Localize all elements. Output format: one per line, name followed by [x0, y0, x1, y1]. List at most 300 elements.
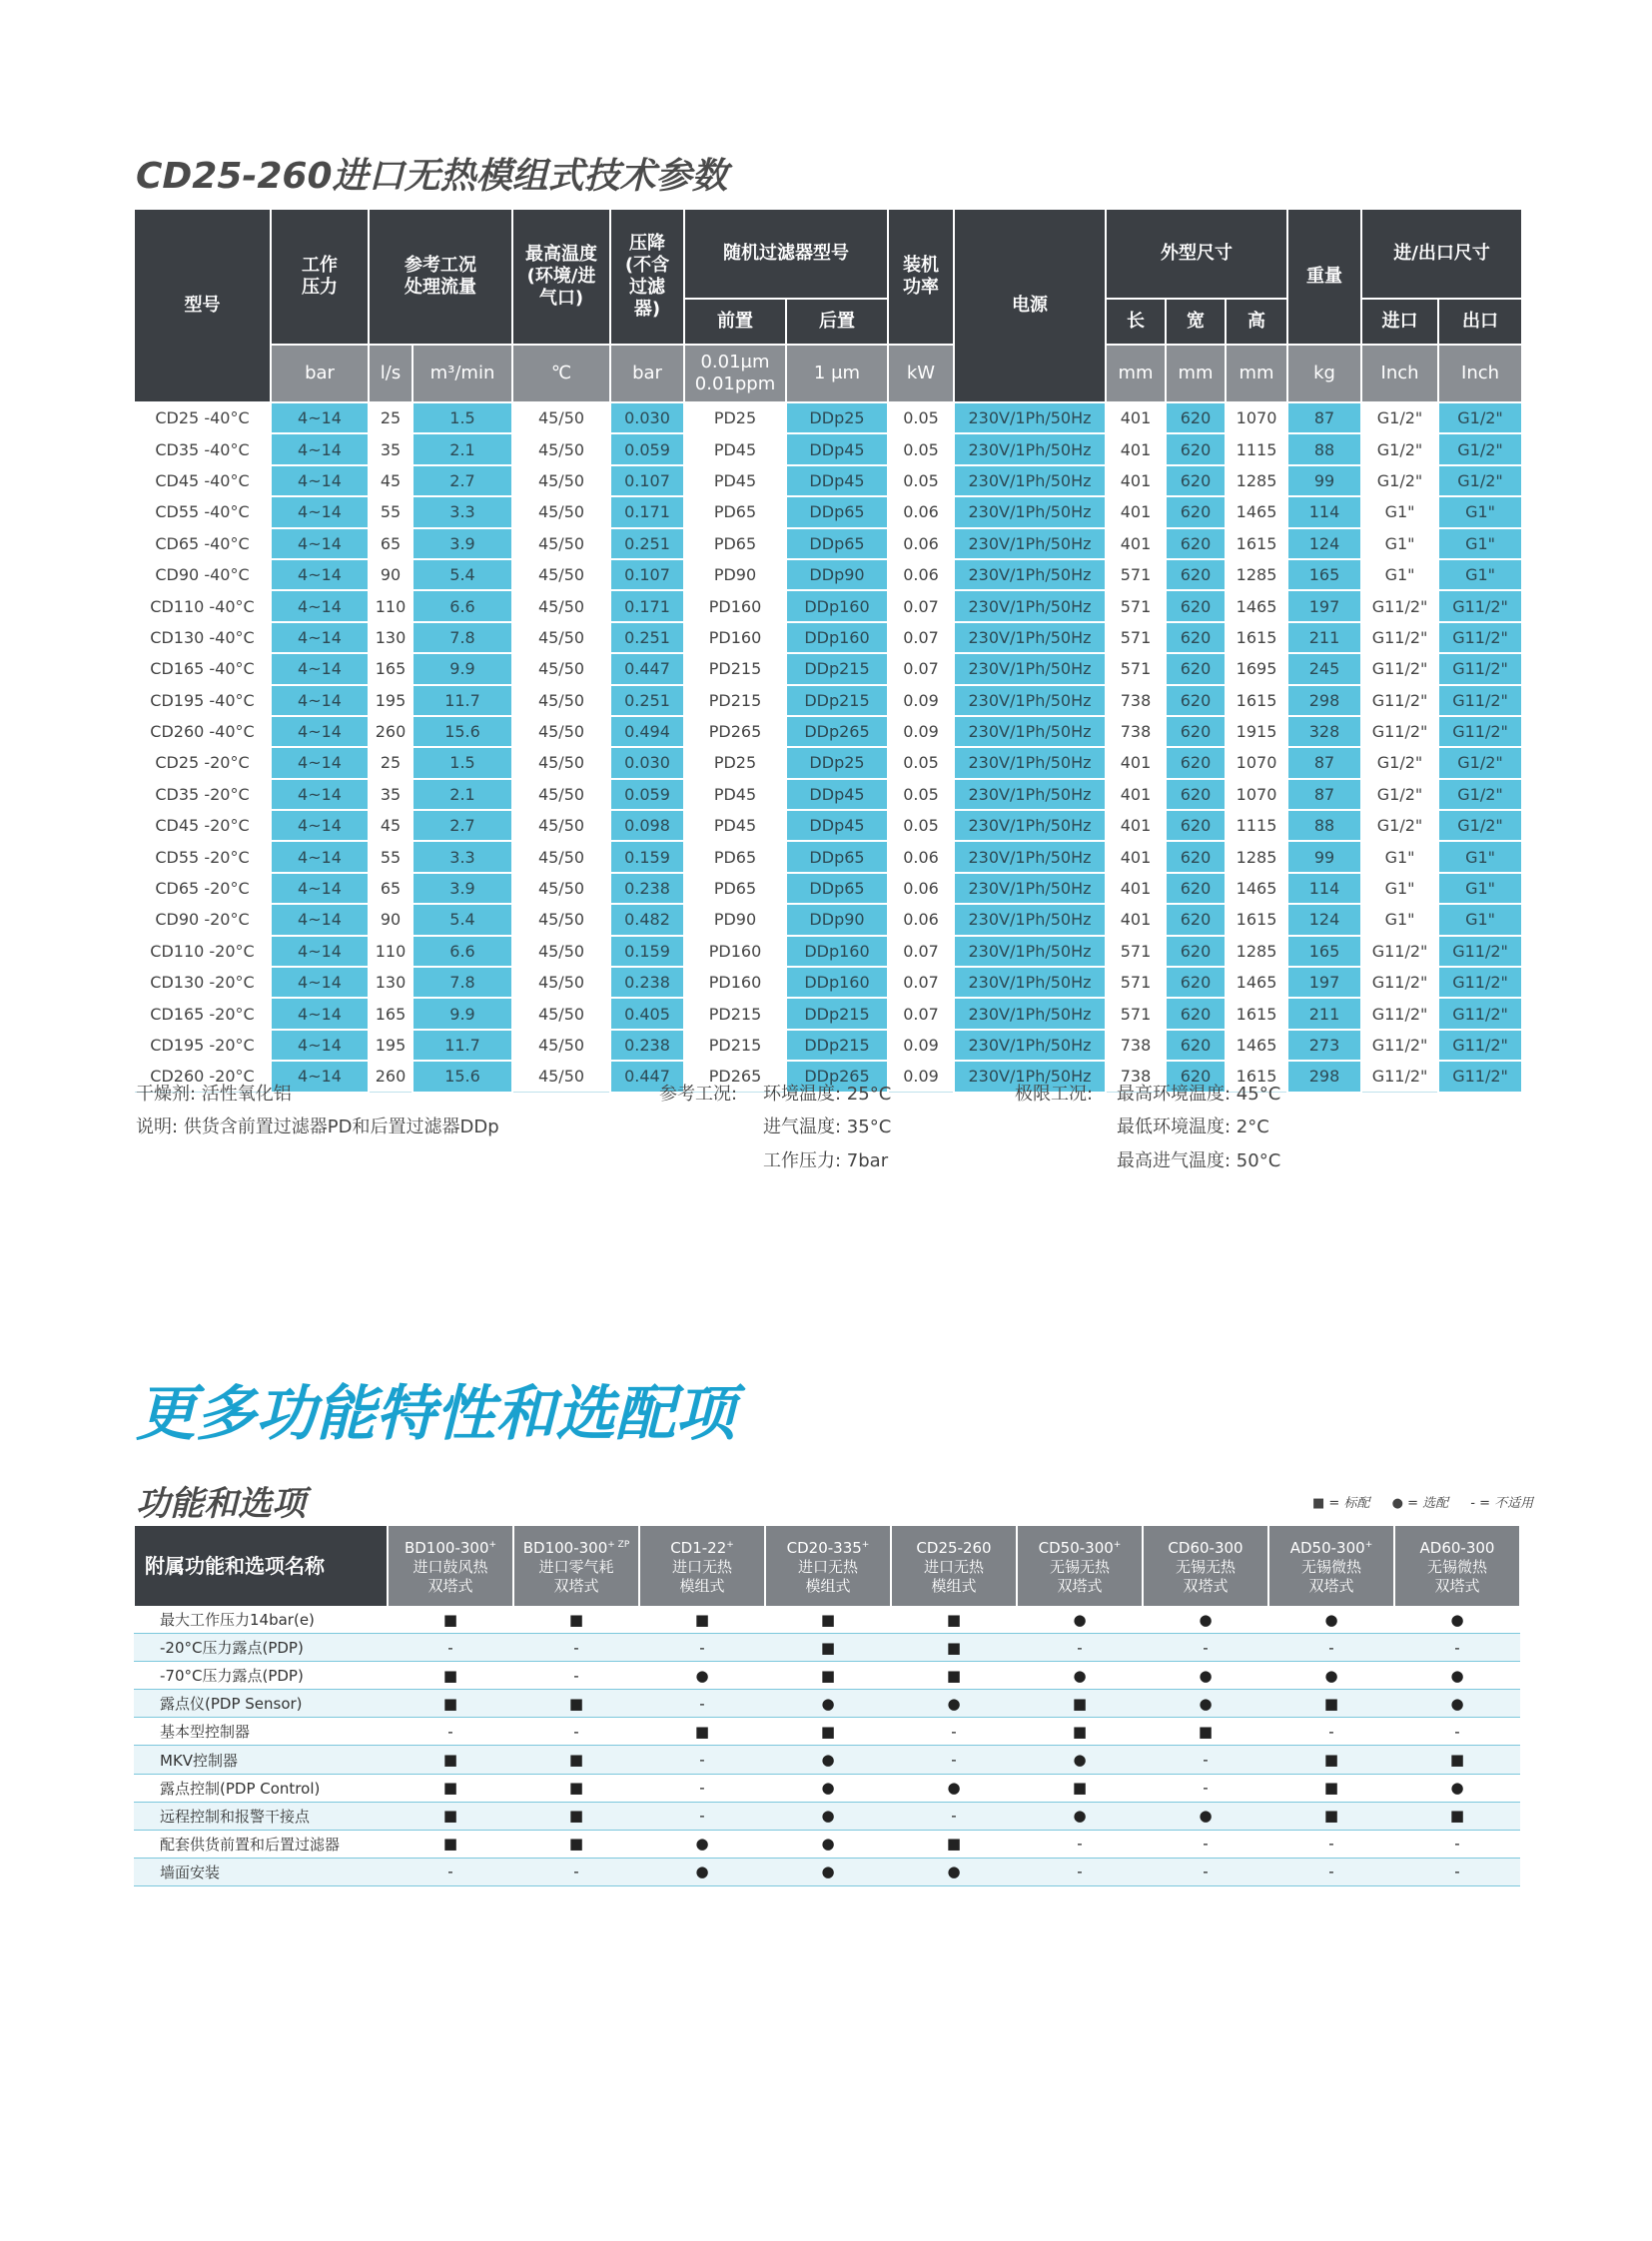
- column-line1: 进口无热: [671, 1558, 732, 1576]
- spec-cell: 230V/1Ph/50Hz: [954, 402, 1106, 433]
- model-cell: CD55 -40°C: [134, 496, 271, 527]
- unit-temp: ℃: [512, 345, 610, 402]
- spec-cell: 1115: [1226, 810, 1287, 841]
- column-model-sup: +: [1364, 1540, 1373, 1550]
- spec-cell: 0.251: [610, 528, 684, 559]
- spec-cell: PD45: [684, 810, 786, 841]
- feature-mark: ●: [639, 1830, 765, 1858]
- spec-cell: DDp160: [786, 622, 888, 653]
- feature-mark: -: [891, 1746, 1017, 1774]
- spec-cell: DDp215: [786, 653, 888, 684]
- header-flow: 参考工况 处理流量: [369, 209, 512, 345]
- column-line1: 进口无热: [797, 1558, 858, 1576]
- spec-cell: 90: [369, 904, 413, 935]
- spec-cell: 45/50: [512, 904, 610, 935]
- spec-cell: 45: [369, 465, 413, 496]
- feature-mark: ■: [388, 1830, 513, 1858]
- model-cell: CD55 -20°C: [134, 841, 271, 872]
- spec-cell: G11/2": [1361, 1030, 1438, 1061]
- spec-cell: DDp65: [786, 528, 888, 559]
- spec-cell: 110: [369, 590, 413, 621]
- spec-cell: 0.06: [888, 904, 954, 935]
- feature-mark: ■: [765, 1634, 891, 1662]
- spec-cell: G1": [1361, 559, 1438, 590]
- spec-cell: 0.05: [888, 465, 954, 496]
- spec-cell: 4~14: [271, 685, 369, 716]
- column-model: CD1-22: [670, 1539, 727, 1557]
- spec-cell: 4~14: [271, 810, 369, 841]
- column-line1: 无锡无热: [1175, 1558, 1236, 1576]
- feature-mark: -: [639, 1690, 765, 1718]
- spec-cell: 7.8: [413, 967, 512, 998]
- spec-cell: 0.238: [610, 873, 684, 904]
- spec-cell: 3.9: [413, 528, 512, 559]
- spec-cell: 620: [1166, 653, 1226, 684]
- spec-cell: 1615: [1226, 685, 1287, 716]
- table-row: [134, 1774, 1520, 1802]
- spec-cell: 1.5: [413, 402, 512, 433]
- spec-cell: 230V/1Ph/50Hz: [954, 559, 1106, 590]
- spec-cell: 165: [1287, 559, 1361, 590]
- spec-cell: 1465: [1226, 873, 1287, 904]
- spec-cell: 738: [1106, 1061, 1166, 1092]
- model-cell: CD65 -20°C: [134, 873, 271, 904]
- spec-cell: 4~14: [271, 998, 369, 1029]
- feature-mark: ■: [1017, 1690, 1143, 1718]
- feature-mark: -: [1143, 1634, 1268, 1662]
- spec-cell: 45/50: [512, 622, 610, 653]
- model-cell: CD260 -20°C: [134, 1061, 271, 1092]
- feature-mark: -: [388, 1858, 513, 1885]
- spec-cell: 45/50: [512, 967, 610, 998]
- feature-mark: -: [891, 1802, 1017, 1830]
- feature-mark: ●: [765, 1774, 891, 1802]
- table-row: [134, 873, 1522, 904]
- spec-cell: 7.8: [413, 622, 512, 653]
- column-line2: 双塔式: [1057, 1577, 1103, 1595]
- feature-mark: ■: [513, 1746, 639, 1774]
- spec-cell: 87: [1287, 747, 1361, 778]
- spec-cell: 45/50: [512, 590, 610, 621]
- spec-cell: 298: [1287, 1061, 1361, 1092]
- spec-cell: 1465: [1226, 1030, 1287, 1061]
- unit-hgt: mm: [1226, 345, 1287, 402]
- model-cell: CD130 -40°C: [134, 622, 271, 653]
- spec-table: [133, 208, 1523, 1093]
- table-row: [134, 747, 1522, 778]
- spec-cell: 124: [1287, 528, 1361, 559]
- spec-cell: 0.059: [610, 779, 684, 810]
- table-row: [134, 1690, 1520, 1718]
- spec-cell: 0.06: [888, 528, 954, 559]
- spec-cell: 0.09: [888, 1061, 954, 1092]
- spec-cell: 620: [1166, 528, 1226, 559]
- header-filter: 随机过滤器型号: [684, 209, 888, 299]
- spec-cell: 0.07: [888, 653, 954, 684]
- column-model-sup: + ZP: [607, 1540, 630, 1550]
- feature-mark: -: [1268, 1830, 1394, 1858]
- unit-ls: l/s: [369, 345, 413, 402]
- spec-cell: G1": [1361, 904, 1438, 935]
- spec-cell: 571: [1106, 998, 1166, 1029]
- feature-mark: -: [1268, 1718, 1394, 1746]
- feature-name: 远程控制和报警干接点: [134, 1802, 388, 1830]
- spec-cell: G1": [1361, 496, 1438, 527]
- spec-cell: G1/2": [1438, 779, 1522, 810]
- spec-cell: 230V/1Ph/50Hz: [954, 496, 1106, 527]
- spec-cell: 1615: [1226, 998, 1287, 1029]
- feature-mark: ■: [513, 1802, 639, 1830]
- feature-mark: -: [513, 1662, 639, 1690]
- spec-cell: 35: [369, 779, 413, 810]
- column-line1: 无锡无热: [1049, 1558, 1110, 1576]
- model-cell: CD110 -40°C: [134, 590, 271, 621]
- header-conn: 进/出口尺寸: [1361, 209, 1522, 299]
- header-pressure: 工作 压力: [271, 209, 369, 345]
- spec-cell: 4~14: [271, 841, 369, 872]
- feature-mark: -: [513, 1718, 639, 1746]
- spec-cell: 230V/1Ph/50Hz: [954, 528, 1106, 559]
- feature-mark: ■: [765, 1606, 891, 1634]
- spec-cell: 230V/1Ph/50Hz: [954, 747, 1106, 778]
- spec-cell: G11/2": [1361, 936, 1438, 967]
- column-header: [1017, 1526, 1143, 1606]
- spec-cell: 0.07: [888, 998, 954, 1029]
- header-post: 后置: [786, 299, 888, 345]
- feature-mark: ■: [1017, 1718, 1143, 1746]
- table-row: [134, 1718, 1520, 1746]
- spec-cell: 401: [1106, 904, 1166, 935]
- spec-cell: G1/2": [1438, 465, 1522, 496]
- spec-cell: G11/2": [1438, 998, 1522, 1029]
- spec-cell: 620: [1166, 685, 1226, 716]
- model-cell: CD35 -20°C: [134, 779, 271, 810]
- spec-cell: 620: [1166, 904, 1226, 935]
- feature-mark: ●: [1143, 1662, 1268, 1690]
- spec-cell: 1070: [1226, 779, 1287, 810]
- spec-cell: PD45: [684, 433, 786, 464]
- spec-cell: 328: [1287, 716, 1361, 747]
- spec-cell: 87: [1287, 402, 1361, 433]
- spec-cell: 230V/1Ph/50Hz: [954, 967, 1106, 998]
- feature-mark: ■: [388, 1802, 513, 1830]
- note-ref-label: 参考工况:: [659, 1084, 738, 1105]
- header-pre: 前置: [684, 299, 786, 345]
- spec-cell: 571: [1106, 559, 1166, 590]
- spec-cell: 0.06: [888, 873, 954, 904]
- feature-mark: ■: [1268, 1774, 1394, 1802]
- spec-cell: 0.251: [610, 622, 684, 653]
- spec-cell: 197: [1287, 590, 1361, 621]
- features-big-title: 更多功能特性和选配项: [136, 1379, 735, 1449]
- column-line2: 模组式: [805, 1577, 851, 1595]
- spec-cell: 0.07: [888, 967, 954, 998]
- spec-cell: 45/50: [512, 810, 610, 841]
- column-header: [513, 1526, 639, 1606]
- spec-cell: 230V/1Ph/50Hz: [954, 904, 1106, 935]
- feature-name: 露点仪(PDP Sensor): [134, 1690, 388, 1718]
- spec-cell: 4~14: [271, 653, 369, 684]
- spec-cell: 0.098: [610, 810, 684, 841]
- spec-cell: 230V/1Ph/50Hz: [954, 873, 1106, 904]
- column-header: [765, 1526, 891, 1606]
- feature-mark: ●: [891, 1690, 1017, 1718]
- spec-cell: 230V/1Ph/50Hz: [954, 1030, 1106, 1061]
- header-drop: 压降 (不含 过滤 器): [610, 209, 684, 345]
- feature-mark: ■: [639, 1718, 765, 1746]
- spec-cell: 4~14: [271, 590, 369, 621]
- spec-cell: 1070: [1226, 402, 1287, 433]
- spec-cell: 230V/1Ph/50Hz: [954, 433, 1106, 464]
- features-table-body: [134, 1606, 1520, 1885]
- spec-cell: PD215: [684, 685, 786, 716]
- spec-cell: 0.447: [610, 653, 684, 684]
- spec-cell: 620: [1166, 747, 1226, 778]
- spec-cell: PD65: [684, 496, 786, 527]
- spec-cell: 401: [1106, 841, 1166, 872]
- spec-cell: 230V/1Ph/50Hz: [954, 998, 1106, 1029]
- model-cell: CD90 -20°C: [134, 904, 271, 935]
- spec-cell: 3.3: [413, 841, 512, 872]
- spec-cell: 0.238: [610, 967, 684, 998]
- spec-cell: PD160: [684, 590, 786, 621]
- spec-cell: 230V/1Ph/50Hz: [954, 841, 1106, 872]
- spec-cell: 45/50: [512, 747, 610, 778]
- spec-cell: 0.159: [610, 936, 684, 967]
- spec-cell: 571: [1106, 653, 1166, 684]
- header-dims: 外型尺寸: [1106, 209, 1287, 299]
- legend-optional: ● = 选配: [1391, 1496, 1449, 1511]
- column-line1: 无锡微热: [1300, 1558, 1361, 1576]
- column-header: [639, 1526, 765, 1606]
- spec-cell: 55: [369, 496, 413, 527]
- feature-mark: -: [388, 1634, 513, 1662]
- features-legend: [1294, 1492, 1533, 1511]
- spec-cell: 45/50: [512, 936, 610, 967]
- spec-cell: 211: [1287, 622, 1361, 653]
- spec-cell: G1": [1361, 841, 1438, 872]
- spec-cell: 195: [369, 685, 413, 716]
- spec-cell: 1915: [1226, 716, 1287, 747]
- column-line1: 进口鼓风热: [413, 1558, 488, 1576]
- spec-cell: 4~14: [271, 747, 369, 778]
- feature-mark: ■: [388, 1662, 513, 1690]
- unit-len: mm: [1106, 345, 1166, 402]
- spec-cell: 197: [1287, 967, 1361, 998]
- column-line2: 模组式: [679, 1577, 725, 1595]
- column-header: [1143, 1526, 1268, 1606]
- spec-cell: G1": [1438, 904, 1522, 935]
- spec-cell: 9.9: [413, 998, 512, 1029]
- feature-mark: -: [1143, 1830, 1268, 1858]
- spec-cell: 4~14: [271, 967, 369, 998]
- feature-mark: -: [1017, 1634, 1143, 1662]
- spec-cell: G11/2": [1361, 967, 1438, 998]
- spec-cell: G1/2": [1361, 747, 1438, 778]
- spec-cell: 4~14: [271, 1030, 369, 1061]
- spec-cell: 4~14: [271, 873, 369, 904]
- spec-cell: DDp215: [786, 685, 888, 716]
- spec-cell: 4~14: [271, 904, 369, 935]
- spec-cell: 0.05: [888, 402, 954, 433]
- spec-cell: 45: [369, 810, 413, 841]
- table-row: [134, 779, 1522, 810]
- spec-cell: PD65: [684, 841, 786, 872]
- feature-mark: ■: [388, 1606, 513, 1634]
- spec-cell: DDp45: [786, 433, 888, 464]
- spec-cell: 130: [369, 967, 413, 998]
- spec-cell: 0.07: [888, 622, 954, 653]
- spec-title: CD25-260进口无热模组式技术参数: [136, 156, 728, 197]
- spec-cell: 620: [1166, 873, 1226, 904]
- table-row: [134, 622, 1522, 653]
- model-cell: CD165 -40°C: [134, 653, 271, 684]
- header-outlet: 出口: [1438, 299, 1522, 345]
- unit-inlet: Inch: [1361, 345, 1438, 402]
- feature-mark: ■: [891, 1830, 1017, 1858]
- spec-cell: 230V/1Ph/50Hz: [954, 936, 1106, 967]
- unit-power: kW: [888, 345, 954, 402]
- header-temp: 最高温度 (环境/进 气口): [512, 209, 610, 345]
- feature-mark: ■: [1394, 1802, 1520, 1830]
- spec-cell: 114: [1287, 873, 1361, 904]
- spec-cell: G11/2": [1438, 936, 1522, 967]
- spec-cell: 6.6: [413, 936, 512, 967]
- spec-cell: G1/2": [1361, 465, 1438, 496]
- features-subtitle: 功能和选项: [136, 1484, 306, 1524]
- feature-mark: ■: [513, 1830, 639, 1858]
- spec-cell: 620: [1166, 559, 1226, 590]
- column-header: [891, 1526, 1017, 1606]
- spec-cell: 0.030: [610, 402, 684, 433]
- spec-cell: 88: [1287, 433, 1361, 464]
- feature-mark: -: [639, 1774, 765, 1802]
- spec-cell: 230V/1Ph/50Hz: [954, 716, 1106, 747]
- spec-cell: 1465: [1226, 590, 1287, 621]
- feature-mark: ●: [1394, 1606, 1520, 1634]
- table-row: [134, 1802, 1520, 1830]
- spec-cell: 230V/1Ph/50Hz: [954, 779, 1106, 810]
- spec-cell: 11.7: [413, 1030, 512, 1061]
- table-row: [134, 936, 1522, 967]
- spec-cell: 165: [369, 653, 413, 684]
- spec-cell: PD45: [684, 465, 786, 496]
- spec-cell: 45/50: [512, 402, 610, 433]
- column-line2: 双塔式: [1183, 1577, 1229, 1595]
- spec-cell: 620: [1166, 1061, 1226, 1092]
- spec-cell: 45/50: [512, 433, 610, 464]
- feature-mark: ●: [765, 1746, 891, 1774]
- model-cell: CD45 -40°C: [134, 465, 271, 496]
- table-row: [134, 1746, 1520, 1774]
- spec-cell: 620: [1166, 622, 1226, 653]
- spec-cell: 45/50: [512, 1030, 610, 1061]
- feature-name: MKV控制器: [134, 1746, 388, 1774]
- column-model-sup: +: [488, 1540, 497, 1550]
- unit-pre: 0.01μm 0.01ppm: [684, 345, 786, 402]
- spec-cell: 1465: [1226, 496, 1287, 527]
- spec-cell: PD90: [684, 904, 786, 935]
- spec-cell: 15.6: [413, 1061, 512, 1092]
- spec-cell: 90: [369, 559, 413, 590]
- spec-cell: 0.251: [610, 685, 684, 716]
- spec-cell: G1/2": [1361, 779, 1438, 810]
- spec-cell: G1/2": [1361, 810, 1438, 841]
- note-limit-max-ambient: 最高环境温度: 45°C: [1117, 1084, 1281, 1105]
- column-header: [1268, 1526, 1394, 1606]
- spec-cell: 230V/1Ph/50Hz: [954, 685, 1106, 716]
- note-explain: 说明: 供货含前置过滤器PD和后置过滤器DDp: [136, 1117, 499, 1137]
- feature-mark: -: [639, 1634, 765, 1662]
- unit-m3: m³/min: [413, 345, 512, 402]
- spec-cell: 0.09: [888, 685, 954, 716]
- spec-cell: 4~14: [271, 1061, 369, 1092]
- spec-cell: 401: [1106, 465, 1166, 496]
- feature-mark: ■: [891, 1634, 1017, 1662]
- spec-cell: 571: [1106, 967, 1166, 998]
- note-desiccant: 干燥剂: 活性氧化铝: [136, 1084, 292, 1105]
- column-line1: 无锡微热: [1426, 1558, 1487, 1576]
- feature-name: -70°C压力露点(PDP): [134, 1662, 388, 1690]
- spec-cell: 0.171: [610, 590, 684, 621]
- unit-drop: bar: [610, 345, 684, 402]
- feature-name: 配套供货前置和后置过滤器: [134, 1830, 388, 1858]
- header-weight: 重量: [1287, 209, 1361, 345]
- note-ref-ambient: 环境温度: 25°C: [763, 1084, 892, 1105]
- spec-cell: 0.05: [888, 747, 954, 778]
- spec-cell: 738: [1106, 1030, 1166, 1061]
- spec-cell: 99: [1287, 465, 1361, 496]
- spec-cell: DDp65: [786, 496, 888, 527]
- spec-cell: G11/2": [1438, 967, 1522, 998]
- feature-mark: -: [639, 1746, 765, 1774]
- spec-cell: G1": [1438, 559, 1522, 590]
- column-model: BD100-300: [404, 1539, 489, 1557]
- feature-mark: -: [1017, 1830, 1143, 1858]
- feature-mark: ●: [1143, 1606, 1268, 1634]
- spec-cell: 4~14: [271, 779, 369, 810]
- table-row: [134, 1858, 1520, 1885]
- feature-name: 露点控制(PDP Control): [134, 1774, 388, 1802]
- model-cell: CD25 -40°C: [134, 402, 271, 433]
- spec-cell: DDp90: [786, 559, 888, 590]
- spec-cell: 1465: [1226, 967, 1287, 998]
- spec-cell: 738: [1106, 716, 1166, 747]
- spec-cell: PD215: [684, 998, 786, 1029]
- spec-cell: 65: [369, 528, 413, 559]
- spec-cell: 401: [1106, 433, 1166, 464]
- feature-mark: ■: [513, 1606, 639, 1634]
- feature-mark: -: [1394, 1634, 1520, 1662]
- feature-mark: ●: [1268, 1662, 1394, 1690]
- table-row: [134, 465, 1522, 496]
- model-cell: CD195 -40°C: [134, 685, 271, 716]
- spec-cell: G11/2": [1438, 1030, 1522, 1061]
- header-power: 装机 功率: [888, 209, 954, 345]
- spec-cell: G11/2": [1361, 716, 1438, 747]
- feature-mark: -: [1143, 1746, 1268, 1774]
- spec-cell: DDp25: [786, 747, 888, 778]
- model-cell: CD90 -40°C: [134, 559, 271, 590]
- unit-pressure: bar: [271, 345, 369, 402]
- spec-cell: G1/2": [1438, 402, 1522, 433]
- column-model-sup: +: [1113, 1540, 1122, 1550]
- feature-mark: ●: [1017, 1746, 1143, 1774]
- spec-cell: PD265: [684, 716, 786, 747]
- spec-cell: 45/50: [512, 779, 610, 810]
- feature-name: -20°C压力露点(PDP): [134, 1634, 388, 1662]
- spec-cell: 0.07: [888, 590, 954, 621]
